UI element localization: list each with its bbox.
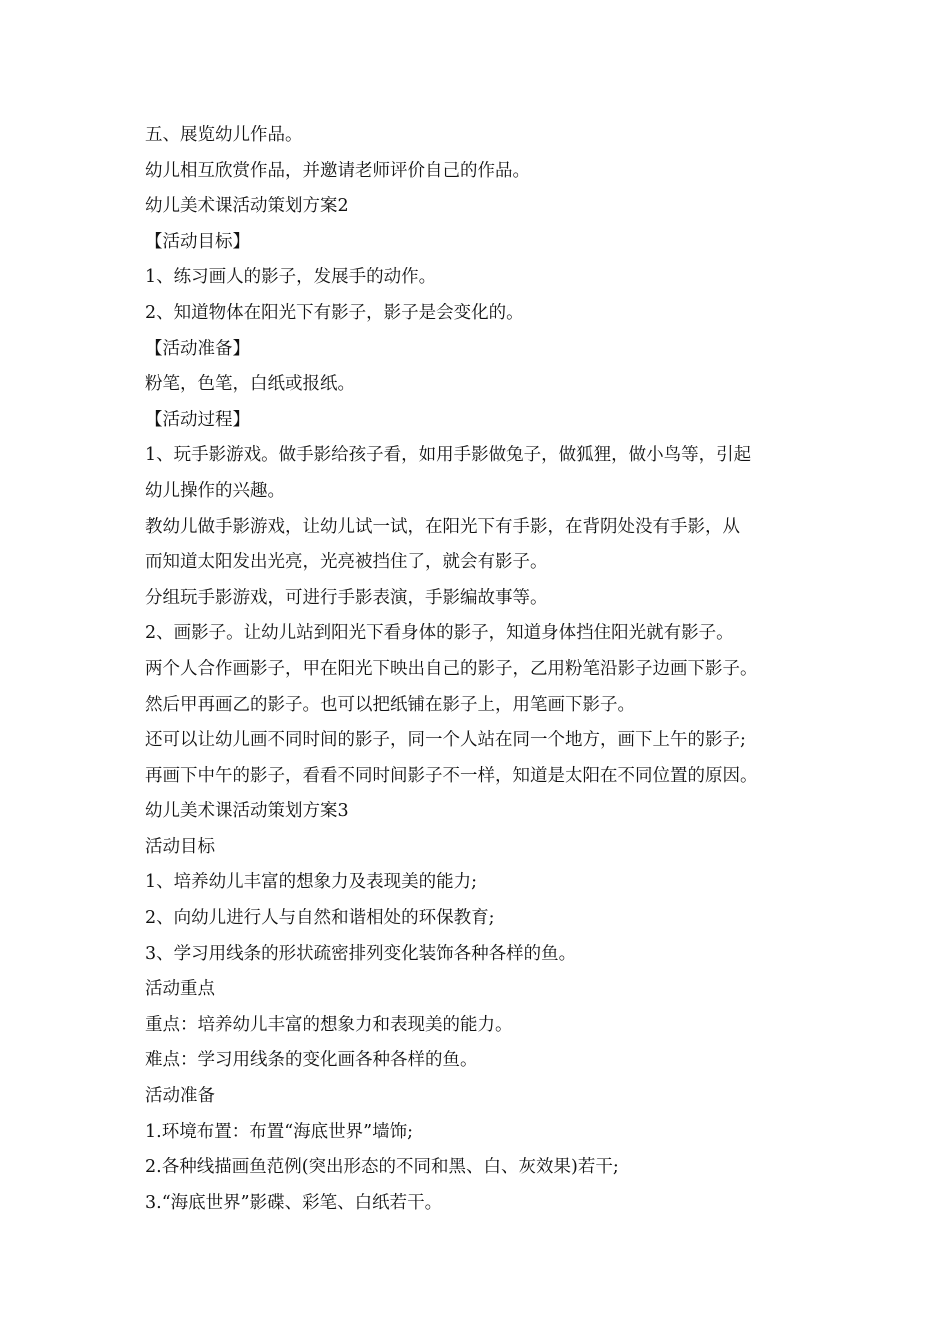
text-line: 2、向幼儿进行人与自然和谐相处的环保教育; [145,908,495,929]
subsection-heading: 活动准备 [145,1086,215,1107]
document-body [145,118,825,1221]
subsection-heading: 【活动目标】 [145,231,250,252]
text-line: 幼儿操作的兴趣。 [145,480,285,501]
text-line: 两个人合作画影子，甲在阳光下映出自己的影子，乙用粉笔沿影子边画下影子。 [145,658,758,679]
text-line: 幼儿相互欣赏作品，并邀请老师评价自己的作品。 [145,160,530,181]
text-line: 1.环境布置：布置“海底世界”墙饰; [145,1121,413,1142]
text-line: 3.“海底世界”影碟、彩笔、白纸若干。 [145,1192,443,1213]
text-line: 分组玩手影游戏，可进行手影表演，手影编故事等。 [145,587,548,608]
text-line: 1、玩手影游戏。做手影给孩子看，如用手影做兔子，做狐狸，做小鸟等，引起 [145,445,752,466]
text-line: 教幼儿做手影游戏，让幼儿试一试，在阳光下有手影，在背阴处没有手影，从 [145,516,740,537]
text-line: 1、练习画人的影子，发展手的动作。 [145,267,437,288]
subsection-heading: 【活动过程】 [145,409,250,430]
text-line: 还可以让幼儿画不同时间的影子，同一个人站在同一个地方，画下上午的影子; [145,730,746,751]
text-line: 2、知道物体在阳光下有影子，影子是会变化的。 [145,302,524,323]
text-line: 重点：培养幼儿丰富的想象力和表现美的能力。 [145,1014,513,1035]
text-line: 2、画影子。让幼儿站到阳光下看身体的影子，知道身体挡住阳光就有影子。 [145,623,734,644]
section-heading: 幼儿美术课活动策划方案3 [145,801,349,822]
text-line: 3、学习用线条的形状疏密排列变化装饰各种各样的鱼。 [145,943,577,964]
text-line: 再画下中午的影子，看看不同时间影子不一样，知道是太阳在不同位置的原因。 [145,765,758,786]
text-line: 粉笔，色笔，白纸或报纸。 [145,374,355,395]
text-line: 然后甲再画乙的影子。也可以把纸铺在影子上，用笔画下影子。 [145,694,635,715]
text-line: 而知道太阳发出光亮，光亮被挡住了，就会有影子。 [145,552,548,573]
text-line: 五、展览幼儿作品。 [145,125,303,145]
subsection-heading: 活动重点 [145,979,215,1000]
text-line: 2.各种线描画鱼范例(突出形态的不同和黑、白、灰效果)若干; [145,1157,619,1178]
text-line: 1、培养幼儿丰富的想象力及表现美的能力; [145,872,478,893]
subsection-heading: 【活动准备】 [145,338,250,359]
section-heading: 幼儿美术课活动策划方案2 [145,196,349,217]
text-line: 难点：学习用线条的变化画各种各样的鱼。 [145,1050,478,1071]
subsection-heading: 活动目标 [145,836,215,857]
